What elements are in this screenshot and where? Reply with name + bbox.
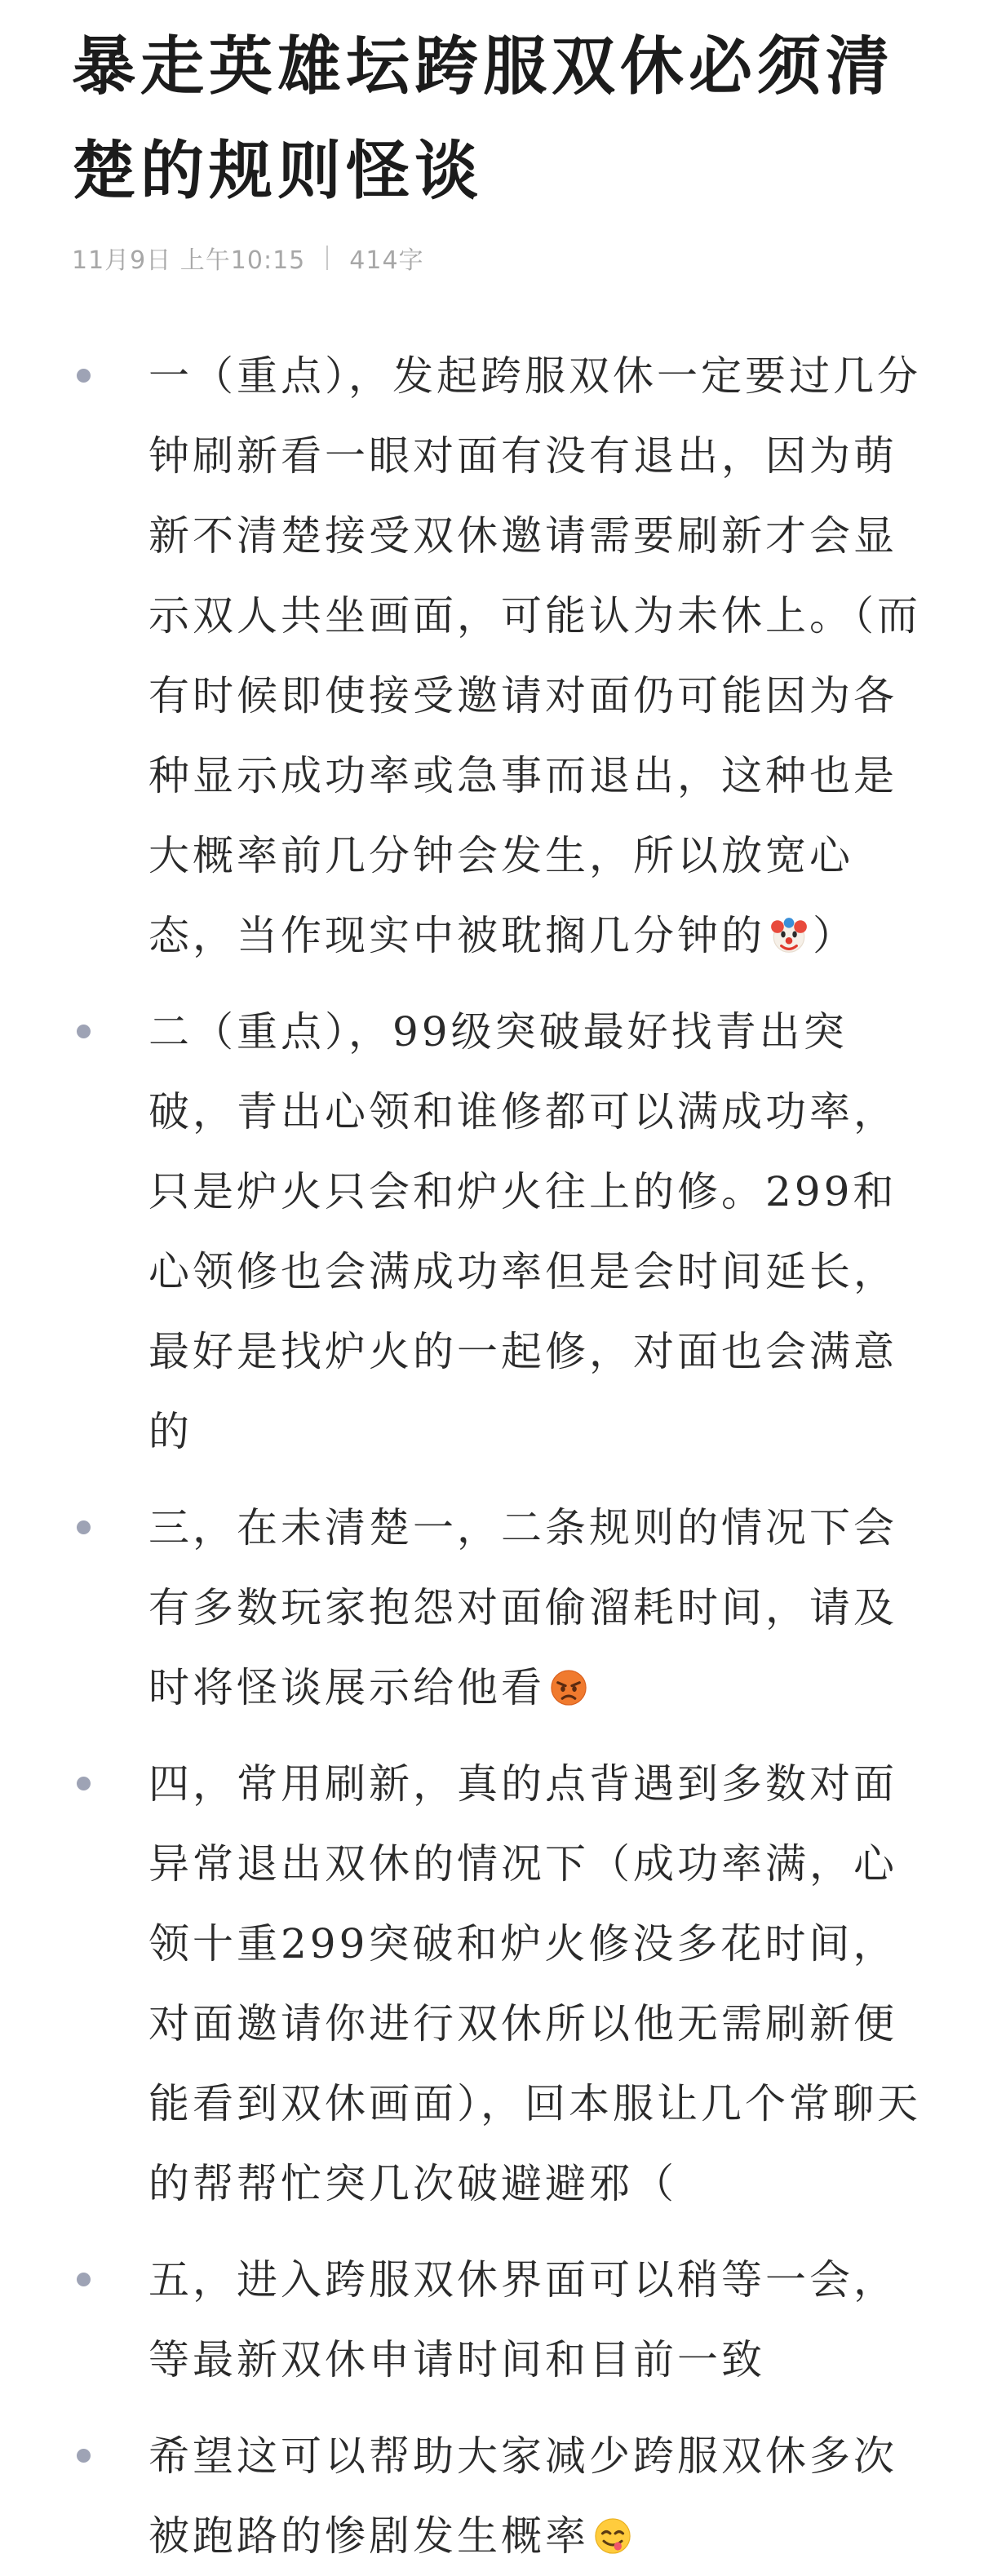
publish-date: 11月9日 上午10:15 — [72, 246, 306, 275]
article-meta — [72, 240, 932, 276]
word-count: 414字 — [349, 246, 424, 275]
clown-face-icon — [769, 915, 809, 956]
yum-face-icon — [592, 2516, 633, 2556]
list-item — [72, 2416, 932, 2576]
list-item — [72, 336, 932, 976]
bullet-dot — [77, 2449, 91, 2463]
list-item — [72, 992, 932, 1472]
list-item — [72, 1488, 932, 1728]
list-item-text: 一（重点），发起跨服双休一定要过几分钟刷新看一眼对面有没有退出，因为萌新不清楚接受双休邀请需要刷新才会显示双人共坐画面，可能认为未休上。（而有时候即使接受邀请对面仍可能因为各种显示成功率或急事而退出，这种也是大概率前几分钟会发生，所以放宽心态，当作现实中被耽搁几分钟的 — [148, 352, 921, 959]
list-item-text: 四，常用刷新，真的点背遇到多数对面异常退出双休的情况下（成功率满，心领十重299突破和炉火修没多花时间，对面邀请你进行双休所以他无需刷新便能看到双休画面），回本服让几个常聊天的帮帮忙突几次破避避邪（ — [148, 1760, 921, 2207]
list-item — [72, 1744, 932, 2224]
list-item — [72, 2240, 932, 2400]
bullet-dot — [77, 1025, 91, 1038]
list-item-tail: ） — [813, 912, 857, 959]
bullet-dot — [77, 1777, 91, 1790]
list-item-text: 五，进入跨服双休界面可以稍等一会，等最新双休申请时间和目前一致 — [148, 2256, 897, 2383]
bullet-dot — [77, 369, 91, 383]
list-item-text: 二（重点），99级突破最好找青出突破，青出心领和谁修都可以满成功率，只是炉火只会和炉火往上的修。299和心领修也会满成功率但是会时间延长，最好是找炉火的一起修，对面也会满意的 — [148, 1008, 897, 1455]
rules-list — [72, 336, 932, 2576]
meta-divider — [326, 246, 328, 270]
angry-face-icon — [548, 1667, 589, 1708]
bullet-dot — [77, 2273, 91, 2286]
bullet-dot — [77, 1520, 91, 1534]
list-item-text: 三，在未清楚一，二条规则的情况下会有多数玩家抱怨对面偷溜耗时间，请及时将怪谈展示给他看 — [148, 1504, 897, 1711]
article-title: 暴走英雄坛跨服双休必须清楚的规则怪谈 — [72, 29, 895, 208]
list-item-text: 希望这可以帮助大家减少跨服双休多次被跑路的惨剧发生概率 — [148, 2432, 897, 2560]
